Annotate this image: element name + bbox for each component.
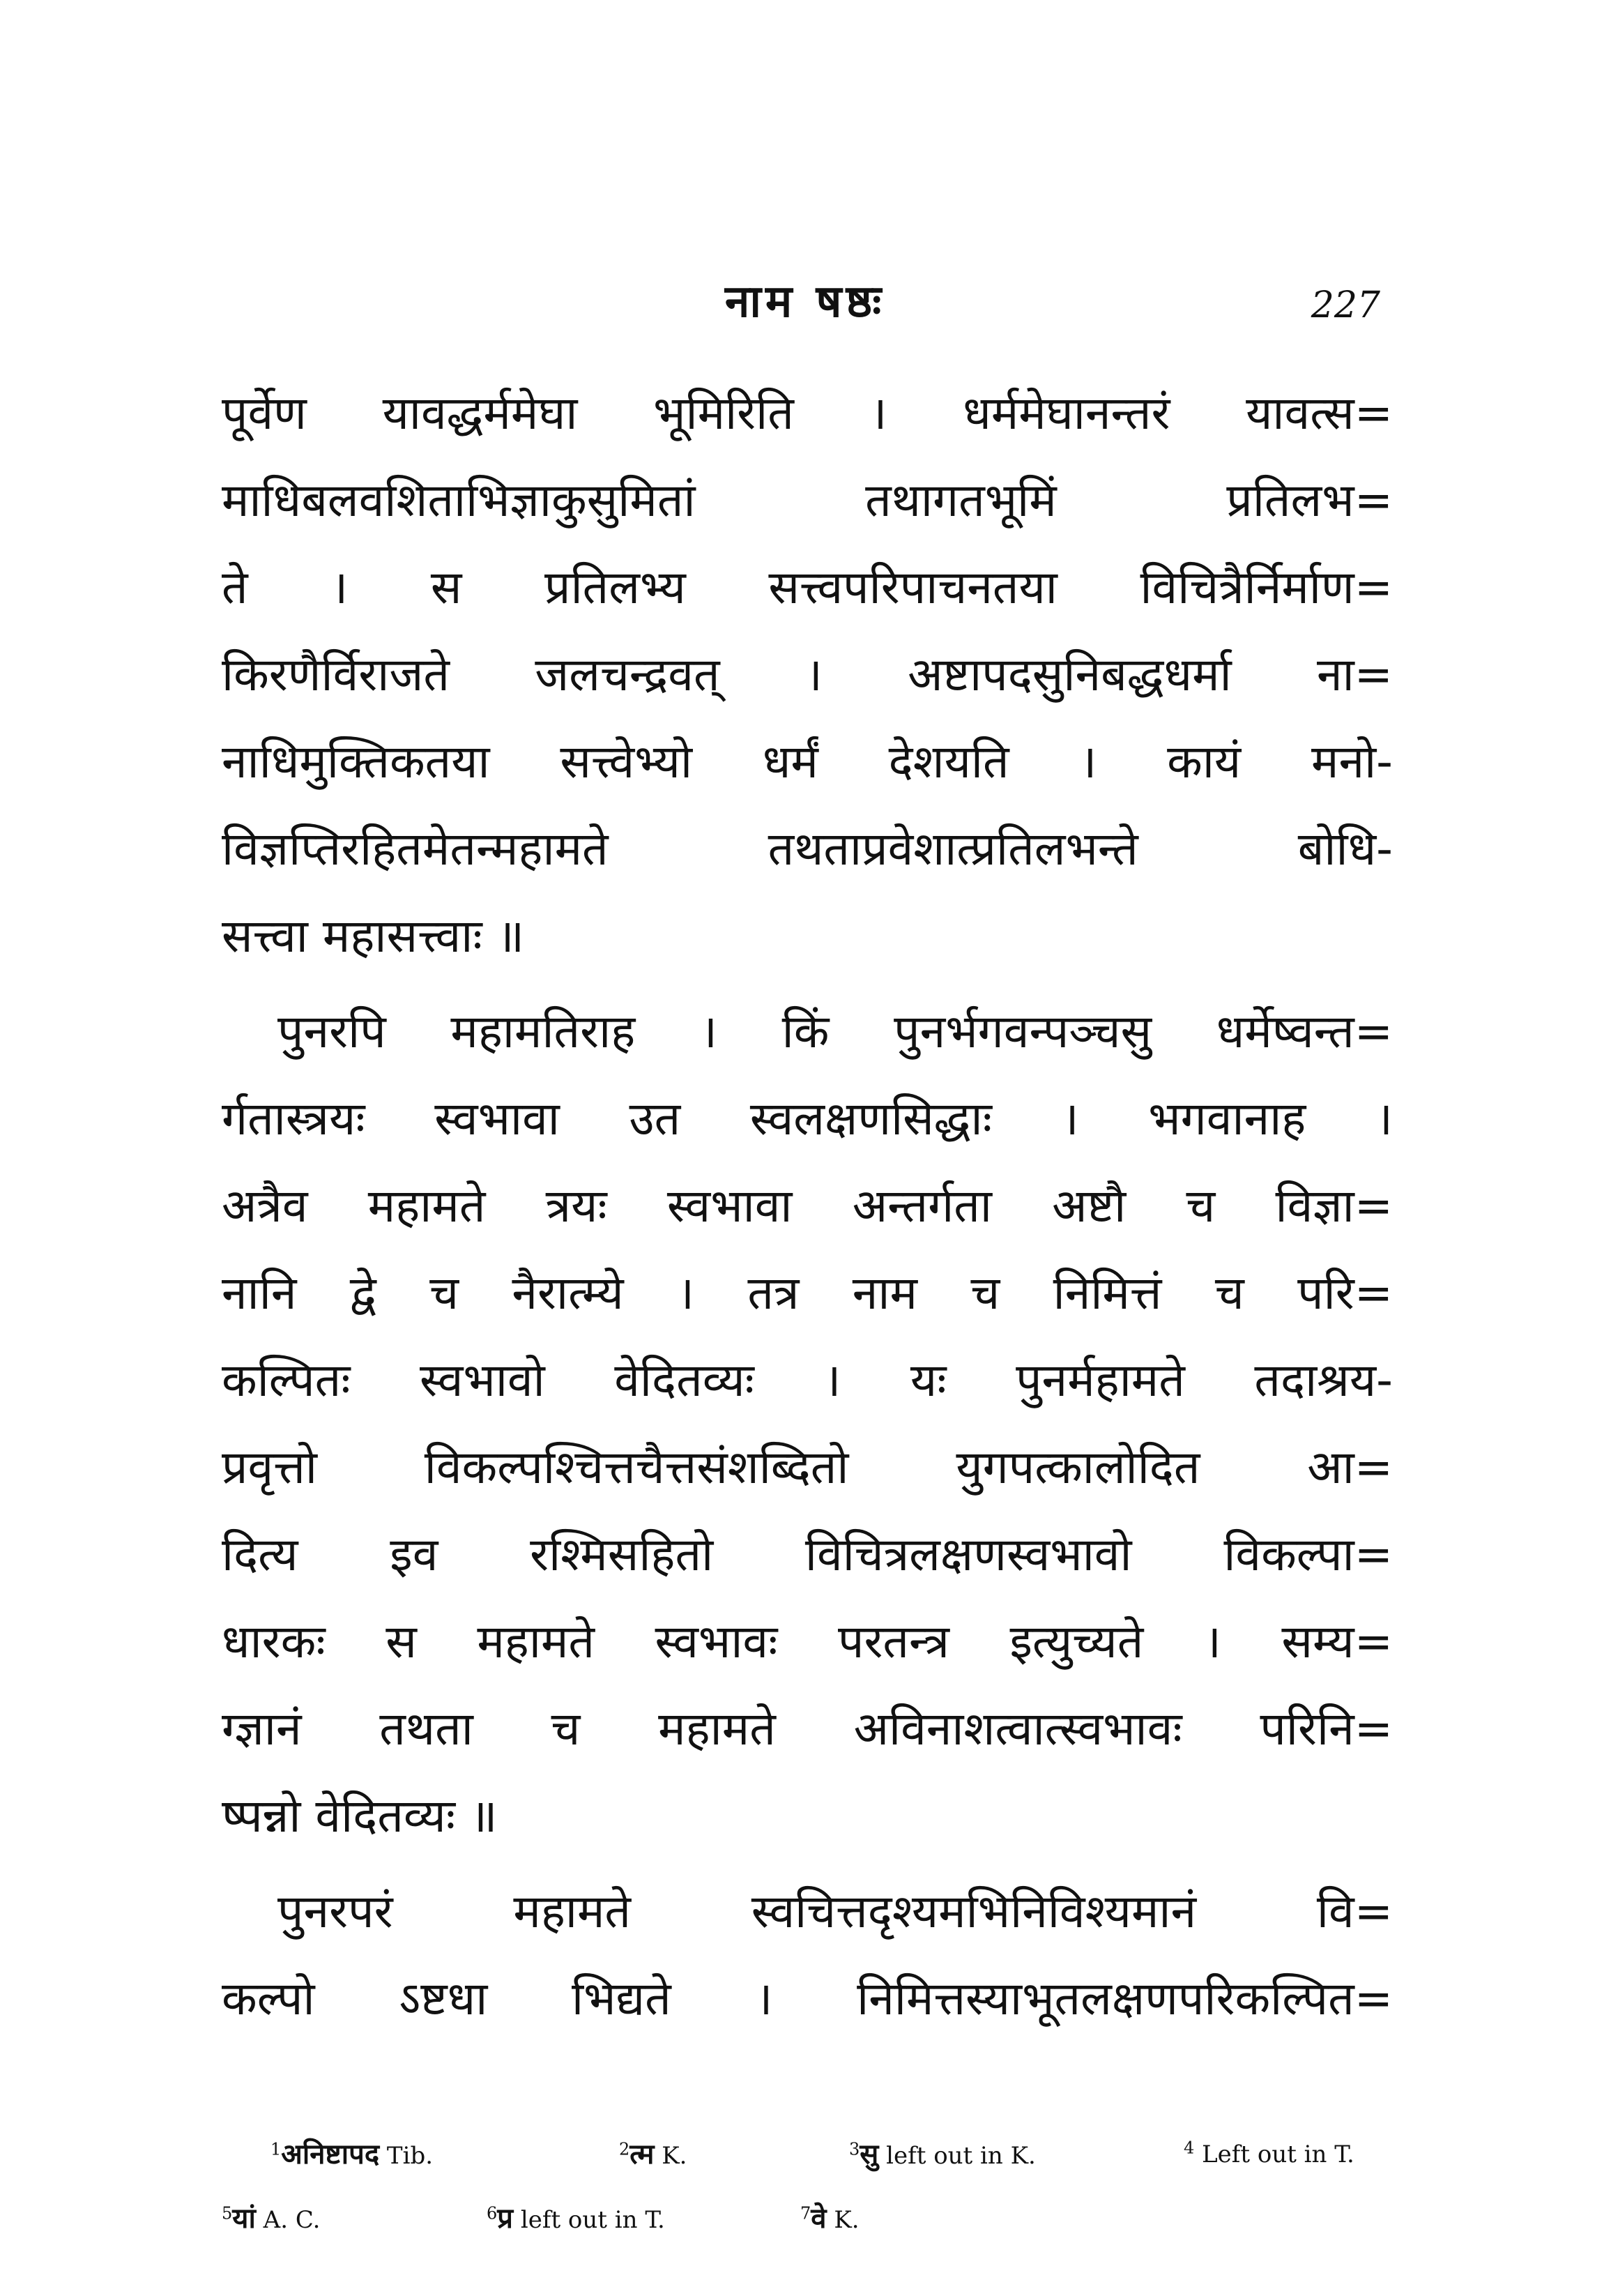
text-line: ग्ज्ञानं तथता च महामते अविनाशत्वात्स्वभावः परिनि= [222, 1702, 1393, 1756]
text-line: सत्त्वा महासत्त्वाः ॥ [222, 909, 525, 963]
footnote-source: K. [834, 2206, 860, 2234]
page-number: 227 [1311, 284, 1380, 326]
footnote-number: 4 [1184, 2138, 1195, 2158]
text-line: पुनरपरं महामते स्वचित्तदृश्यमभिनिविश्यमानं वि= [277, 1885, 1393, 1938]
footnote-row [222, 2134, 1393, 2198]
footnote-row [222, 2198, 1393, 2262]
text-line: पूर्वेण यावद्धर्ममेघा भूमिरिति । धर्ममेघानन्तरं यावत्स= [222, 386, 1393, 440]
footnote-number: 1 [270, 2139, 282, 2159]
footnote-variant: अनिष्टापद [281, 2138, 380, 2170]
body-text [222, 370, 1393, 2042]
footnote-number: 3 [849, 2139, 860, 2159]
footnote-source: left out in K. [886, 2142, 1036, 2170]
text-line: विज्ञप्तिरहितमेतन्महामते तथताप्रवेशात्प्रतिलभन्ते बोधि- [222, 822, 1393, 876]
footnote [619, 2134, 687, 2177]
text-line: ते । स प्रतिलभ्य सत्त्वपरिपाचनतया विचित्रैर्निर्माण= [222, 561, 1393, 614]
footnote [270, 2134, 433, 2177]
footnote-source: A. C. [263, 2206, 321, 2234]
text-line: कल्पो ऽष्टधा भिद्यते । निमित्तस्याभूतलक्षणपरिकल्पित= [222, 1972, 1393, 2025]
footnote-variant: त्म [629, 2138, 655, 2170]
text-line: नानि द्वे च नैरात्म्ये । तत्र नाम च निमित्तं च परि= [222, 1266, 1393, 1320]
text-line: नाधिमुक्तिकतया सत्त्वेभ्यो धर्मं देशयति । कायं मनो- [222, 735, 1393, 789]
text-line: प्रवृत्तो विकल्पश्चित्तचैत्तसंशब्दितो युगपत्कालोदित आ= [222, 1440, 1393, 1494]
text-line: किरणैर्विराजते जलचन्द्रवत् । अष्टापदसुनिबद्धधर्मा ना= [222, 648, 1393, 701]
footnote-variant: प्र [497, 2203, 514, 2235]
text-line: पुनरपि महामतिराह । किं पुनर्भगवन्पञ्चसु धर्मेष्वन्त= [277, 1005, 1393, 1058]
footnote-number: 7 [800, 2203, 811, 2223]
footnote-source: Left out in T. [1202, 2141, 1354, 2168]
footnote-number: 6 [487, 2203, 498, 2223]
page-header [230, 264, 1380, 340]
text-line: अत्रैव महामते त्रयः स्वभावा अन्तर्गता अष्टौ च विज्ञा= [222, 1179, 1393, 1233]
footnote [1184, 2134, 1354, 2175]
footnote [849, 2134, 1036, 2177]
paragraph-gap [222, 1860, 1393, 1868]
paragraph-gap [222, 980, 1393, 988]
text-line: ष्पन्नो वेदितव्यः ॥ [222, 1789, 498, 1843]
footnotes [222, 2134, 1393, 2262]
footnote [487, 2198, 665, 2241]
footnote-source: K. [662, 2142, 687, 2170]
footnote-variant: यां [232, 2203, 256, 2235]
footnote-number: 2 [619, 2139, 630, 2159]
text-line: दित्य इव रश्मिसहितो विचित्रलक्षणस्वभावो विकल्पा= [222, 1528, 1393, 1581]
text-line: कल्पितः स्वभावो वेदितव्यः । यः पुनर्महामते तदाश्रय- [222, 1353, 1393, 1407]
text-line: माधिबलवशिताभिज्ञाकुसुमितां तथागतभूमिं प्रतिलभ= [222, 473, 1393, 527]
footnote-number: 5 [222, 2203, 233, 2223]
footnote [222, 2198, 320, 2241]
footnote-source: left out in T. [520, 2206, 665, 2234]
running-title: नाम षष्ठः [724, 276, 886, 328]
footnote-variant: वे [811, 2203, 827, 2235]
footnote-variant: सु [860, 2138, 879, 2170]
text-line: र्गतास्त्रयः स्वभावा उत स्वलक्षणसिद्धाः । भगवानाह । [222, 1092, 1393, 1146]
footnote-source: Tib. [386, 2142, 434, 2170]
text-line: धारकः स महामते स्वभावः परतन्त्र इत्युच्यते । सम्य= [222, 1615, 1393, 1668]
footnote [800, 2198, 860, 2241]
